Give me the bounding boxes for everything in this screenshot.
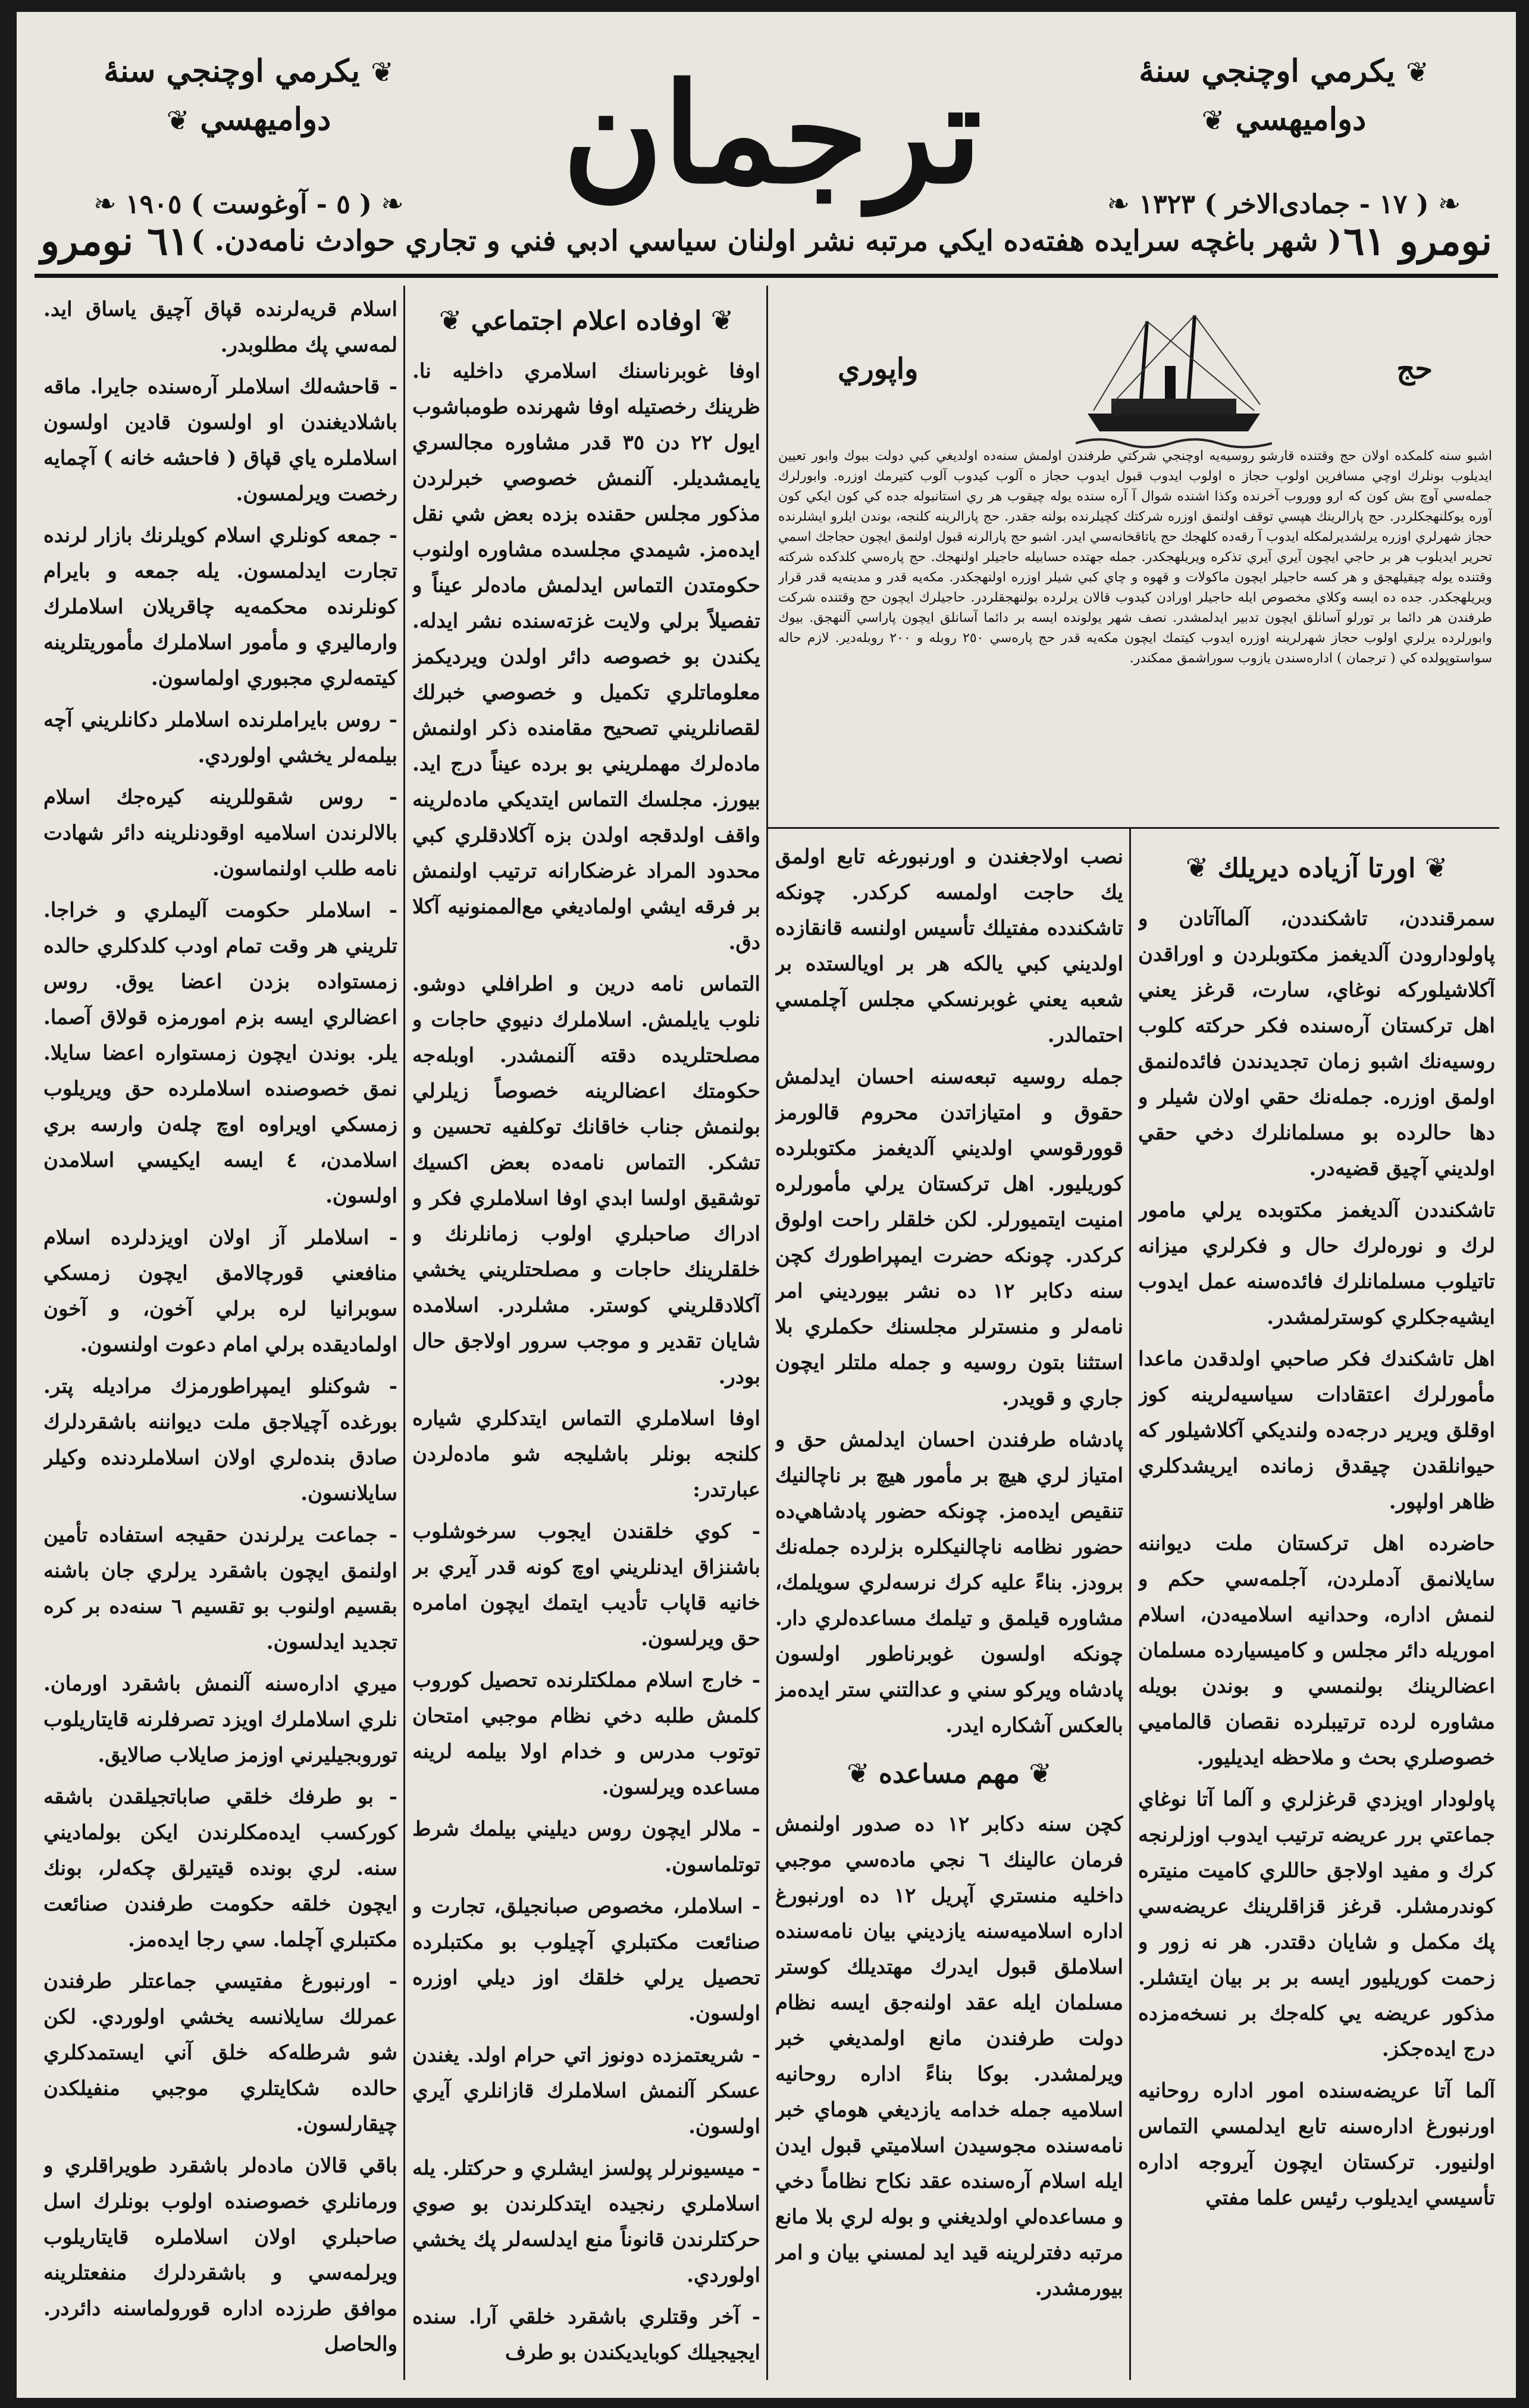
paragraph: - اسلاملر، مخصوص صبانجيلق، تجارت و صنائعت مكتبلري آچيلوب بو مكتبلرده تحصيل يرلي خلقك اوز ديلي اوزره اولسون.	[412, 1895, 760, 2025]
paragraph: اسلام قريه‌لرنده قپاق آچيق ياساق ايد. لمه‌سي پك مطلوبدر.	[43, 298, 397, 357]
ufa-assembly-column	[412, 292, 760, 2374]
paragraph: آلما آتا عريضه‌سنده امور اداره روحانيه اورنبورغ اداره‌سنه تابع ايدلمسي التماس اولنيور. تركستان ايچون آيروجه اداره تأسيسي ايديلوب رئيس علما مفتي	[1138, 2079, 1495, 2210]
paragraph: پاولودار اويزدي قرغزلري و آلما آتا نوغاي جماعتي برر عريضه ترتيب ايدوب اوزلرنجه كرك و مفيد اولاجق حاللري كاميت منيتره كوندرمشلر. قرغز قزاقلرينك عريضه‌سي پك مكمل و شايان دقتدر. هر نه زور و زحمت كوريليور ايسه بر بر بيان ايتشلر. مذكور عريضه يي كله‌جك بر نسخه‌مزده درج ايده‌جكز.	[1138, 1787, 1495, 2061]
steamship-illustration	[1076, 309, 1272, 452]
paragraph: - اسلاملر حكومت آليملري و خراجا. تلريني هر وقت تمام اودب كلدكلري حالده زمستواده بزدن اعضا يوق. روس اعضالري ايسه بزم امورمزه قولاق آصما. يلر. بوندن ايچون زمستواره اعضا سايلا. نمق خصوصنده اسلاملرده حق ويريلوب زمسكي اويراوه اوچ چلەن وارسه بري اسلامدن، ٤ ايسه ايكيسي اسلامدن اولسون.	[43, 898, 397, 1208]
issue-number-left: ٦١ نومرو	[40, 218, 190, 264]
paragraph: كچن سنه دكابر ١٢ ده صدور اولنمش فرمان عالينك ٦ نجي ماده‌سي موجبي داخليه منستري آپريل ١٢ ده اورنبورغ اداره اسلاميه‌سنه يازديني بيان نامه‌سنده اسلاملق قبول ايدرك مهتديلك كوستر مسلمان ايله عقد اولنەجق ايسه نظام دولت طرفندن مانع اولمديغي خبر ويرلمشدر. بوكا بناءً اداره روحانيه اسلاميه جمله خدامه يازديغي هوماي خبر نامه‌سنده مجوسيدن اسلاميتي قبول ايدن ايله اسلام آره‌سنده عقد نكاح نظاماً دخي و مساعده‌لي اولديغني و بوله لري بلا مانع مرتبه دفترلرينه قيد ايد لمسني بيان و امر بيورمشدر.	[775, 1812, 1123, 2300]
paragraph: - آخر وقتلري باشقرد خلقي آرا. سنده ايجيجيلك كوبايديكندن بو طرف	[412, 2305, 760, 2365]
paragraph: - شوكنلو ايمپراطورمزك مراديله پتر. بورغده آچيلاجق ملت ديواننه باشقردلرك صادق بنده‌لري اولان اسلاملردنده وكيلر سايلانسون.	[43, 1374, 397, 1505]
ornament-icon: ❧	[93, 187, 117, 220]
ornament-icon: ❦	[847, 1757, 870, 1789]
ornament-icon: ❦	[166, 104, 190, 136]
ufa-assembly-heading	[412, 296, 760, 345]
hajj-heading: حج	[1396, 352, 1433, 386]
newspaper-page	[17, 12, 1516, 2398]
paragraph: اوفا غوبرناسنك اسلامري داخليه نا. ظرينك رخصتيله اوفا شهرنده طومباشوب ايول ٢٢ دن ٣٥ قدر مشاوره مجالسري يايمشديلر. آلنمش خصوصي خبرلردن مذكور مجلس حقنده بزده بعض شي نقل ايدەمز. شيمدي مجلسده مشاوره اولنوب حكومتدن التماس ايدلمش ماده‌لر عيناً و تفصيلاً برلي ولايت غزته‌سنده نشر ايدلە. يكندن بو خصوصه دائر اولدن ويرديكمز معلوماتلري تكميل و خصوصي خبرلك لقصانلريني تصحيح مقامنده ذكر اولنمش ماده‌لرك مهملريني بو برده عيناً درج ايد. بيورز. مجلسك التماس ايتديكي ماده‌لرينه واقف اولدقجه اولدن بزه آكلادقلري كبي محدود المراد غرضكارانه ترتيب اولنمش بر فرقه ايشي اولماديغي مع‌الممنونيه آكلا دق.	[412, 359, 760, 954]
ornament-icon: ❦	[1185, 851, 1209, 884]
ornament-icon: ❦	[371, 56, 394, 88]
middle-lower-column	[775, 839, 1123, 2374]
issue-info-line	[40, 208, 1492, 274]
steamer-heading: واپوري	[838, 352, 919, 386]
paragraph: - جمعه كونلري اسلام كويلرنك بازار لرنده تجارت ايدلمسون. يله جمعه و بايرام كونلرنده محكمه‌يه چاقريلان اسلاملرك وارماليري و مأمور اسلاملرك مأموريتلرينه كيتمەلري مجبوري اولماسون.	[43, 524, 397, 690]
masthead-rule	[35, 274, 1498, 278]
publication-description: ( شهر باغچه سرايده هفته‌ده ايكي مرتبه نشر اولنان سياسي ادبي فني و تجاري حوادث نامه‌دن. )	[191, 224, 1342, 258]
ornament-icon: ❦	[1201, 104, 1225, 136]
ornament-icon: ❧	[1437, 187, 1461, 220]
paragraph: - ملالر ايچون روس ديليني بيلمك شرط توتلماسون.	[412, 1817, 760, 1877]
paragraph: باقي قالان ماده‌لر باشقرد طويراقلري و ورمانلري خصوصنده اولوب بونلرك اسل صاحبلري اولان اسلاملره قايتاريلوب ويرلمه‌سي و باشقردلرك منفعتلرينه موافق طرزده اداره قورولماسنه دائر‌در. والحاصل	[43, 2154, 397, 2356]
important-permission-heading-text: مهم مساعده	[878, 1759, 1020, 1789]
hajj-notice-text: اشبو سنه كلمكده اولان حج وقتنده قارشو روسيه‌يه اوچنجي شركتي طرفندن اولمش سنه‌ده اولديغي كبي دولت ببوك وابور تعيين ايديلوب بونلرك اوچي مسافرين اولوب حجاز ه اولوب ايدوب قبول ايدوب حجاز ه آلوب كيدوب آلوب كتيرمك اوزره. وابورلرك جمله‌سي آوچ بش كون كه ارو ووروب آخرنده وكذا اشنده شوال آ آره سنده يوله چيقوب هر ري استانبوله جده كي كون ايكي كون آوره يوكلنهجكلردر. حج پارالرينك هپسي توقف اولنمق اوزره شركتك كچيلرنده بولنه جقدر. حج پارالرينه كلنجه، بوندن ايلرو ايشلرنده حجاز شهرلري اوزره يرلشديرلمكله ايدوب آ رقه‌ده كلهجك حج ياتاقخانه‌سي ايدر. اشبو حج پارالرنه قبول اولنمق ايچون حجاجك اسمي تحرير ايديلوب هر بر حاجي ايچون آيري آيري تذكره ويريلهجكدر. جمله جهتده حسابيله حاجيلر اولنهجك. حج پاره‌سي كلدكده شركته وقتنده يوله چيقيلهجق و هر كسه حاجيلر ايچون ماكولات و قهوه و چاي كبي شيلر اوزره اولنهجكدر. مكه‌يه قدر و مدينه‌يه قدر قرار ويريلهجكدر. جده ده ايسه وكلاي مخصوص ايله حاجيلر اورادن كيدوب قالان يرلرده بولنهجقلردر. حاجيلرك ايچون حج وقتنده شركت طرفندن هر دائما بر تورلو آسانلق ايچون تدبير ايدلمشدر. نصف شهر يولونده ايسه بر دائما آسانلق ايچون پاراسي آلنهجق. بيوك وابورلرده يرلري اولوب حجاز شهرلرينه اوزره ايدوب كيتمك ايچون مكه‌يه قدر حج پاره‌سي ٢٥٠ روبله و ٢٠٠ روبله‌دير. لازم حاله سواستوپولده كي ( ترجمان ) اداره‌سندن يازوب سوراشمق ممكندر.	[778, 449, 1492, 666]
column-divider	[1129, 827, 1131, 2380]
paragraph: - خارج اسلام مملكتلرنده تحصيل كوروب كلمش طلبه دخي نظام موجبي امتحان توتوب مدرس و خدام اولا بيلمه لرينه مساعده ويرلسون.	[412, 1668, 760, 1799]
ornament-icon: ❦	[438, 304, 462, 336]
paragraph: - اورنبورغ مفتيسي جماعتلر طرفندن عمرلك سايلانسه يخشي اولوردي. لكن شو شرطله‌كه خلق آني ايستمدكلري حالده شكايتلري موجبي منفيلكدن چيقارلسون.	[43, 1969, 397, 2136]
important-permission-heading	[775, 1749, 1123, 1798]
paragraph: جمله روسيه تبعه‌سنه احسان ايدلمش حقوق و امتيازاتدن محروم قالورمز قوورقوسي اولديني آلديغمز مكتوبلرده كوريليور. اهل تركستان يرلي مأمورلره امنيت ايتميورلر. لكن خلقلر راحت اولوق كركدر. چونكه حضرت ايمپراطورك كچن سنه دكابر ١٢ ده نشر بيورديني امر نامه‌لر و منسترلر مجلسنك حكملري بلا استثنا بتون روسيه و جمله ملتلر ايچون جاري و قويدر.	[775, 1065, 1123, 1410]
ufa-assembly-heading-text: اوفاده اعلام اجتماعي	[471, 306, 702, 336]
gregorian-date: ( ٥ - آوغوست ) ١٩٠٥	[126, 189, 372, 220]
paragraph: - قاحشەلك اسلاملر آره‌سنده جايرا. ماقه باشلاديغندن او اولسون قادين اولسون اسلاملره ياي قپاق ( فاحشه خانه ) آچمايه رخصت ويرلمسون.	[43, 375, 397, 506]
ornament-icon: ❦	[1029, 1757, 1052, 1789]
central-asia-column	[1138, 839, 1495, 2374]
paragraph: - اسلاملر آز اولان اويزدلرده اسلام منافعني قورچالامق ايچون زمسكي سوبرانيا لره برلي آخون، و آخون اولماديقده برلي امام دعوت اولنسون.	[43, 1226, 397, 1357]
ornament-icon: ❦	[1424, 851, 1448, 884]
year-label-right: يكرمي اوچنجي سنۀ دواميهسي	[1139, 53, 1396, 137]
ornament-icon: ❦	[710, 304, 734, 336]
ornament-icon: ❦	[1406, 56, 1429, 88]
paragraph: تاشكنددن آلديغمز مكتوبده يرلي مامور لرك و نورەلرك حال و فكرلري ميزانه تاتيلوب مسلمانلرك فائده‌سنه عمل ايدوب ايشيه‌جكلري كوسترلمشدر.	[1138, 1198, 1495, 1329]
masthead-right-date-box	[1076, 48, 1492, 228]
paragraph: - جماعت يرلرندن حقيجه استفاده تأمين اولنمق ايچون باشقرد يرلري جان باشنه بقسيم اولنوب بو تقسيم ٦ سنەده بر كره تجديد ايدلسون.	[43, 1523, 397, 1654]
paragraph: حاضرده اهل تركستان ملت ديواننه سايلانمق آدملردن، آجلمه‌سي حكم و لنمش اداره، وحدانيه اسلاميه‌دن، اسلام اموريله دائر مجلس و كاميسيارده مسلمان اعضالرينك بولنمسي و بوندن بويله مشاوره لرده ترتيبلرده نقصان قالماميي خصوصلري بحث و ملاحظه ايديليور.	[1138, 1532, 1495, 1770]
ornament-icon: ❧	[1107, 187, 1130, 220]
paragraph: - روس شقوللرينه كيرەجك اسلام بالالرندن اسلاميه اوقودنلرينه دائر شهادت نامه طلب اولنماسون.	[43, 785, 397, 881]
paragraph: اهل تاشكندك فكر صاحبي اولدقدن ماعدا مأمورلرك اعتقادات سياسيه‌لرينه كوز اوقلق ويرير درجه‌ده ولنديكي آكلاشيلور كه حيوانلقدن چيقدق زمانده ايريشدكلري ظاهر اولپور.	[1138, 1347, 1495, 1514]
hijri-date: ( ١٧ - جمادی‌الاخر ) ١٣٢٣	[1139, 189, 1429, 220]
paragraph: ميري اداره‌سنه آلنمش باشقرد اورمان. نلري اسلاملرك اويزد تصرفلرنه قايتاريلوب توروبجيليرني اوزمز صايلاب صالايق.	[43, 1672, 397, 1767]
far-left-column	[43, 292, 397, 2374]
paragraph: - شريعتمزده دونوز اتي حرام اولد. يغندن عسكر آلنمش اسلاملرك قازانلري آيري اولسون.	[412, 2043, 760, 2138]
central-asia-heading-text: اورتا آزياده ديريلك	[1217, 853, 1416, 884]
paragraph: - ميسيونرلر پولسز ايشلري و حركتلر. يله اسلاملري رنجيده ايتدكلرندن بو صوي حركتلرندن قانوناً منع ايدلسه‌لر پك يخشي اولوردي.	[412, 2156, 760, 2287]
paragraph: سمرقنددن، تاشكنددن، آلماآتادن و پاولودارودن آلديغمز مكتوبلردن و اوراقدن آكلاشيلوركه نوغاي، سارت، قرغز يعني اهل تركستان آره‌سنده فكر حركته كلوب روسيه‌نك اشبو زمان تجديدندن فائده‌لنمق اولمق اوزره. جمله‌نك حقي اولان شيلر و دها حالرده بو مسلمانلرك دخي حقي اولديني آچيق قضيه‌در.	[1138, 907, 1495, 1180]
paragraph: - كوي خلقندن ايجوب سرخوشلوب باشنزاق ايدنلريني اوچ كونه قدر آيري بر خانيه قاپاب تأديب ايتمك ايچون امامره حق ويرلسون.	[412, 1520, 760, 1651]
paragraph: اوفا اسلاملري التماس ايتدكلري شياره كلنجه بونلر باشليجه شو ماده‌لردن عبارتدر:	[412, 1407, 760, 1502]
column-divider	[403, 286, 405, 2380]
ornament-icon: ❧	[381, 187, 404, 220]
issue-number-right: نومرو ٦١	[1343, 218, 1492, 264]
year-label-left: يكرمي اوچنجي سنۀ دواميهسي	[104, 53, 361, 137]
column-divider	[766, 286, 768, 2380]
paragraph: نصب اولاجغندن و اورنبورغه تابع اولمق يك حاجت اولمسه كركدر. چونكه تاشكندده مفتيلك تأسيس اولنسه قانقازده اولديني كبي يالكه هر بر اويالستده بر شعبه يعني غوبرنسكي مجلس آچلمسي احتمالدر.	[775, 845, 1123, 1047]
paragraph: پادشاه طرفندن احسان ايدلمش حق و امتياز لري هيچ بر مأمور هيچ بر ناچالنيك تنقيص ايده‌مز. چونكه حضور پادشاهي‌ده حضور نظامه ناچالنيكلره بزلرده جمله‌نك برودز. بناءً عليه كرك نرسه‌لري سويلمك، مشاوره قيلمق و تيلمك مساعده‌لري دار. چونكه اولسون غوبرناطور اولسون پادشاه ويركو سني و عدالتني ستر ايدەمز بالعكس آشكاره ايدر.	[775, 1428, 1123, 1737]
newspaper-title: ترجمان	[562, 54, 982, 214]
central-asia-heading	[1138, 844, 1495, 893]
paragraph: التماس نامه درين و اطرافلي دوشو. نلوب يايلمش. اسلاملرك دنيوي حاجات و مصلحتلريده دقته آلنمشدر. اوبلەجه حكومتك اعضالرينه خصوصاً زيلرلي بولنمش جناب خاقانك توكلفيه تحسين و تشكر. التماس نامه‌ده بعض اكسيك توشقيق اولسا ابدي اوفا اسلاملري فكر و ادراك صاحبلري اولوب زمانلرنك و خلقلرينك حاجات و مصلحتلريني يخشي آكلادقلريني كوستر. مشلردر. اسلامده شايان تقدير و موجب سرور اولاجق حال بودر.	[412, 972, 760, 1389]
section-divider	[767, 827, 1499, 829]
masthead-left-date-box	[40, 48, 457, 228]
paragraph: - روس بايراملرنده اسلاملر دكانلريني آچه بيلمه‌لر يخشي اولوردي.	[43, 708, 397, 768]
paragraph: - بو طرفك خلقي صاباتجيلقدن باشقه كوركسب ايده‌مكلرندن ايكن بولماديني سنه. لري بونده قيتيرلق چكه‌لر، بونك ايچون خلقه حكومت طرفندن صنائعت مكتبلري آچلما. سي رجا ايده‌مز.	[43, 1785, 397, 1952]
